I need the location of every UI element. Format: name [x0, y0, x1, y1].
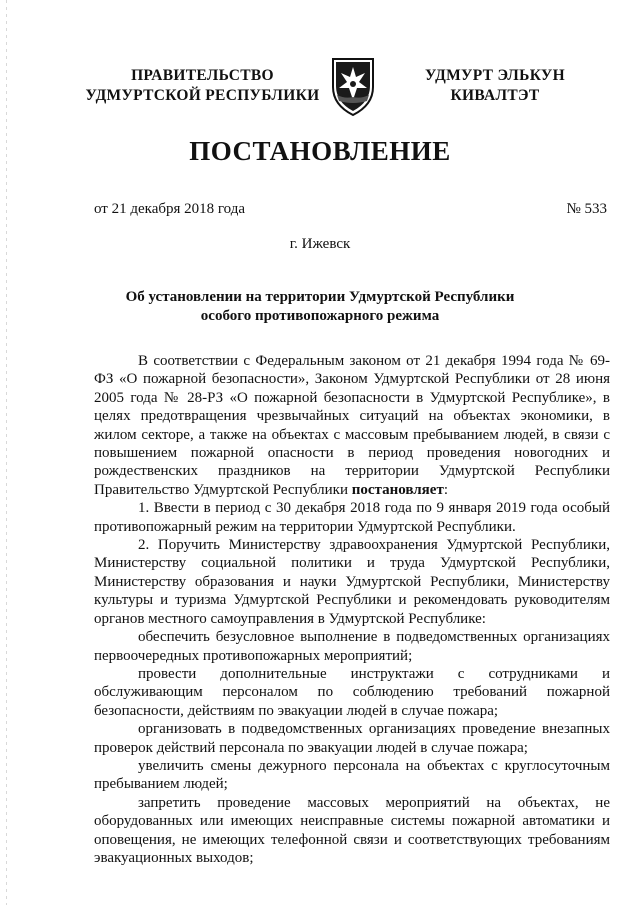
paragraph: увеличить смены дежурного персонала на объектах с круглосуточным пребыванием людей; — [94, 757, 610, 793]
paragraph: 2. Поручить Министерству здравоохранения Удмуртской Республики, Министерству социальной политики и труда Удмуртской Республики, Министерству образования и науки Удмуртской Республики, Министерству культуры и туризма Удмуртской Республики и рекомендовать руководителям органов местного самоуправления в Удмуртской Республике: — [94, 537, 610, 627]
header-left-line1: ПРАВИТЕЛЬСТВО — [131, 67, 274, 84]
paragraph: обеспечить безусловное выполнение в подведомственных организациях первоочередных противопожарных мероприятий; — [94, 629, 610, 664]
header-right-line1: УДМУРТ ЭЛЬКУН — [425, 67, 565, 84]
header-left — [80, 66, 325, 106]
document-date: от 21 декабря 2018 года — [94, 201, 246, 217]
preamble-bold-word: постановляет — [351, 481, 444, 498]
header-right — [410, 66, 580, 106]
header-left-line2: УДМУРТСКОЙ РЕСПУБЛИКИ — [85, 87, 320, 104]
paragraph: провести дополнительные инструктажи с сотрудниками и обслуживающим персоналом по соблюдению требований пожарной безопасности, действиям по эвакуации людей в случае пожара; — [94, 665, 610, 719]
header-right-line2: КИВАЛТЭТ — [450, 87, 540, 104]
title-line1: Об установлении на территории Удмуртской Республики — [125, 289, 515, 305]
preamble-end: : — [443, 481, 448, 498]
document-city: г. Ижевск — [289, 236, 351, 252]
paragraph: организовать в подведомственных организациях проведение внезапных проверок действий персонала по эвакуации людей в случае пожара; — [94, 721, 610, 756]
paragraph: 1. Ввести в период с 30 декабря 2018 года по 9 января 2019 года особый противопожарный режим на территории Удмуртской Республики. — [94, 500, 610, 535]
document-title — [0, 288, 640, 326]
coat-of-arms-icon — [327, 55, 379, 117]
document-number: № 533 — [566, 201, 607, 217]
preamble-text: В соответствии с Федеральным законом от 21 декабря 1994 года № 69-ФЗ «О пожарной безопасности», Законом Удмуртской Республики от 28 июня 2005 года № 28-РЗ «О пожарной безопасности в Удмуртской Республике», в целях предотвращения чрезвычайных ситуаций на объектах экономики, в жилом секторе, а также на объектах с массовым пребыванием людей, в связи с повышением пожарной опасности в период проведения новогодних и рождественских праздников на территории Удмуртской Республики Правительство Удмуртской Республики — [94, 353, 610, 498]
document-type: ПОСТАНОВЛЕНИЕ — [189, 136, 451, 166]
title-line2: особого противопожарного режима — [200, 308, 440, 324]
preamble-paragraph — [94, 352, 610, 499]
document-body — [94, 352, 610, 867]
paragraph: запретить проведение массовых мероприятий на объектах, не оборудованных или имеющих неисправные системы пожарной автоматики и оповещения, не имеющих телефонной связи и соответствующих требованиям эвакуационных выходов; — [94, 794, 610, 866]
